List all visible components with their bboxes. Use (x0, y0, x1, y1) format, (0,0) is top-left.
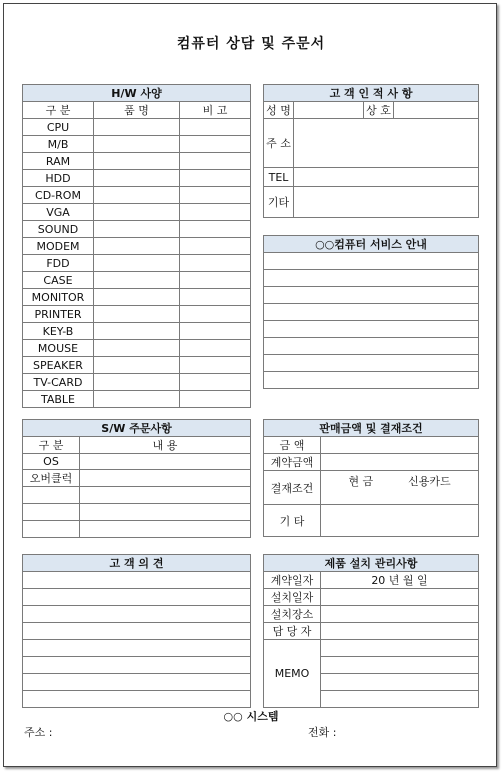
payment-terms-label: 결재조건 (264, 471, 321, 505)
service-guide-row[interactable] (264, 304, 479, 321)
install-date-label: 설치일자 (264, 589, 321, 606)
payment-etc-field[interactable] (321, 505, 479, 537)
hw-item-note-cell[interactable] (180, 289, 251, 306)
opinion-row[interactable] (23, 572, 251, 589)
payment-contract-amount-field[interactable] (321, 454, 479, 471)
service-guide-row[interactable] (264, 270, 479, 287)
install-place-label: 설치장소 (264, 606, 321, 623)
hw-item-label: FDD (23, 255, 94, 272)
customer-company-field[interactable] (394, 102, 479, 119)
customer-opinion-table (22, 554, 251, 708)
hw-item-label: RAM (23, 153, 94, 170)
customer-company-label: 상 호 (364, 102, 394, 119)
hw-item-label: PRINTER (23, 306, 94, 323)
hw-item-note-cell[interactable] (180, 323, 251, 340)
hw-item-name-cell[interactable] (94, 306, 180, 323)
customer-etc-field[interactable] (294, 187, 479, 218)
customer-name-field[interactable] (294, 102, 364, 119)
hw-item-note-cell[interactable] (180, 272, 251, 289)
hw-item-name-cell[interactable] (94, 187, 180, 204)
footer-system-name: ○○ 시스템 (223, 710, 279, 723)
sw-item-content-cell[interactable] (80, 470, 251, 487)
install-contract-date-field[interactable]: 20 년 월 일 (321, 572, 479, 589)
opinion-row[interactable] (23, 691, 251, 708)
payment-table (263, 419, 479, 537)
hw-item-name-cell[interactable] (94, 323, 180, 340)
hw-item-note-cell[interactable] (180, 391, 251, 408)
install-manager-label: 담 당 자 (264, 623, 321, 640)
hw-item-note-cell[interactable] (180, 119, 251, 136)
install-manager-field[interactable] (321, 623, 479, 640)
customer-info-header: 고 객 인 적 사 항 (264, 85, 479, 102)
hw-item-name-cell[interactable] (94, 136, 180, 153)
hw-item-label: HDD (23, 170, 94, 187)
payment-amount-field[interactable] (321, 437, 479, 454)
hw-item-note-cell[interactable] (180, 221, 251, 238)
install-memo-row[interactable] (321, 674, 479, 691)
service-guide-header: ○○컴퓨터 서비스 안내 (264, 236, 479, 253)
hw-item-label: MODEM (23, 238, 94, 255)
sw-order-table (22, 419, 251, 538)
hw-col-pummyeong: 품 명 (94, 102, 180, 119)
sw-col-content: 내 용 (80, 437, 251, 454)
hw-item-note-cell[interactable] (180, 153, 251, 170)
opinion-row[interactable] (23, 623, 251, 640)
hw-item-note-cell[interactable] (180, 187, 251, 204)
opinion-row[interactable] (23, 640, 251, 657)
hw-item-label: SPEAKER (23, 357, 94, 374)
sw-col-gubun: 구 분 (23, 437, 80, 454)
sw-item-label[interactable] (23, 521, 80, 538)
customer-opinion-header: 고 객 의 견 (23, 555, 251, 572)
hw-item-name-cell[interactable] (94, 204, 180, 221)
service-guide-table (263, 235, 479, 389)
hw-item-note-cell[interactable] (180, 136, 251, 153)
hw-item-label: CPU (23, 119, 94, 136)
hw-item-label: M/B (23, 136, 94, 153)
service-guide-row[interactable] (264, 321, 479, 338)
sw-item-content-cell[interactable] (80, 521, 251, 538)
payment-amount-label: 금 액 (264, 437, 321, 454)
hw-item-name-cell[interactable] (94, 170, 180, 187)
hw-item-label: MONITOR (23, 289, 94, 306)
sw-item-label: 오버클럭 (23, 470, 80, 487)
install-date-field[interactable] (321, 589, 479, 606)
hw-item-name-cell[interactable] (94, 255, 180, 272)
install-memo-row[interactable] (321, 691, 479, 708)
customer-info-table (263, 84, 479, 218)
service-guide-row[interactable] (264, 372, 479, 389)
install-memo-row[interactable] (321, 640, 479, 657)
hw-item-label: TV-CARD (23, 374, 94, 391)
hw-item-name-cell[interactable] (94, 374, 180, 391)
hw-item-note-cell[interactable] (180, 357, 251, 374)
install-header: 제품 설치 관리사항 (264, 555, 479, 572)
sw-item-label[interactable] (23, 504, 80, 521)
sw-item-content-cell[interactable] (80, 504, 251, 521)
footer-tel-label: 전화 : (308, 726, 337, 739)
customer-etc-label: 기타 (264, 187, 294, 218)
footer-address-label: 주소 : (24, 726, 53, 739)
hw-item-name-cell[interactable] (94, 340, 180, 357)
hw-item-name-cell[interactable] (94, 357, 180, 374)
hw-item-label: SOUND (23, 221, 94, 238)
hw-item-name-cell[interactable] (94, 153, 180, 170)
hw-item-note-cell[interactable] (180, 374, 251, 391)
payment-etc-label: 기 타 (264, 505, 321, 537)
opinion-row[interactable] (23, 657, 251, 674)
customer-name-label: 성 명 (264, 102, 294, 119)
hw-spec-header: H/W 사양 (23, 85, 251, 102)
sw-item-label: OS (23, 454, 80, 470)
payment-contract-amount-label: 계약금액 (264, 454, 321, 471)
hw-item-name-cell[interactable] (94, 272, 180, 289)
install-place-field[interactable] (321, 606, 479, 623)
sw-item-content-cell[interactable] (80, 487, 251, 504)
hw-item-note-cell[interactable] (180, 204, 251, 221)
opinion-row[interactable] (23, 589, 251, 606)
payment-card-option[interactable]: 신용카드 (408, 475, 451, 488)
sw-item-label[interactable] (23, 487, 80, 504)
customer-address-label: 주 소 (264, 119, 294, 168)
service-guide-row[interactable] (264, 287, 479, 304)
hw-item-name-cell[interactable] (94, 221, 180, 238)
hw-item-note-cell[interactable] (180, 255, 251, 272)
customer-address-field[interactable] (294, 119, 479, 168)
install-contract-date-label: 계약일자 (264, 572, 321, 589)
install-memo-row[interactable] (321, 657, 479, 674)
sw-item-content-cell[interactable] (80, 454, 251, 470)
opinion-row[interactable] (23, 674, 251, 691)
hw-item-note-cell[interactable] (180, 340, 251, 357)
opinion-row[interactable] (23, 606, 251, 623)
hw-item-label: CASE (23, 272, 94, 289)
hw-item-label: MOUSE (23, 340, 94, 357)
service-guide-row[interactable] (264, 338, 479, 355)
install-memo-label: MEMO (264, 640, 321, 708)
sw-order-header: S/W 주문사항 (23, 420, 251, 437)
hw-item-label: CD-ROM (23, 187, 94, 204)
hw-col-gubun: 구 분 (23, 102, 94, 119)
hw-item-label: VGA (23, 204, 94, 221)
hw-spec-table (22, 84, 251, 408)
hw-item-name-cell[interactable] (94, 119, 180, 136)
hw-col-bigo: 비 고 (180, 102, 251, 119)
form-title: 컴퓨터 상담 및 주문서 (176, 36, 326, 52)
service-guide-row[interactable] (264, 355, 479, 372)
service-guide-row[interactable] (264, 253, 479, 270)
hw-item-label: KEY-B (23, 323, 94, 340)
customer-tel-field[interactable] (294, 168, 479, 187)
hw-item-note-cell[interactable] (180, 306, 251, 323)
payment-header: 판매금액 및 결재조건 (264, 420, 479, 437)
hw-item-name-cell[interactable] (94, 289, 180, 306)
hw-item-name-cell[interactable] (94, 391, 180, 408)
hw-item-name-cell[interactable] (94, 238, 180, 255)
install-management-table (263, 554, 479, 708)
payment-terms-options (321, 471, 479, 505)
customer-tel-label: TEL (264, 168, 294, 187)
payment-cash-option[interactable]: 현 금 (348, 475, 374, 488)
hw-item-note-cell[interactable] (180, 238, 251, 255)
hw-item-label: TABLE (23, 391, 94, 408)
hw-item-note-cell[interactable] (180, 170, 251, 187)
